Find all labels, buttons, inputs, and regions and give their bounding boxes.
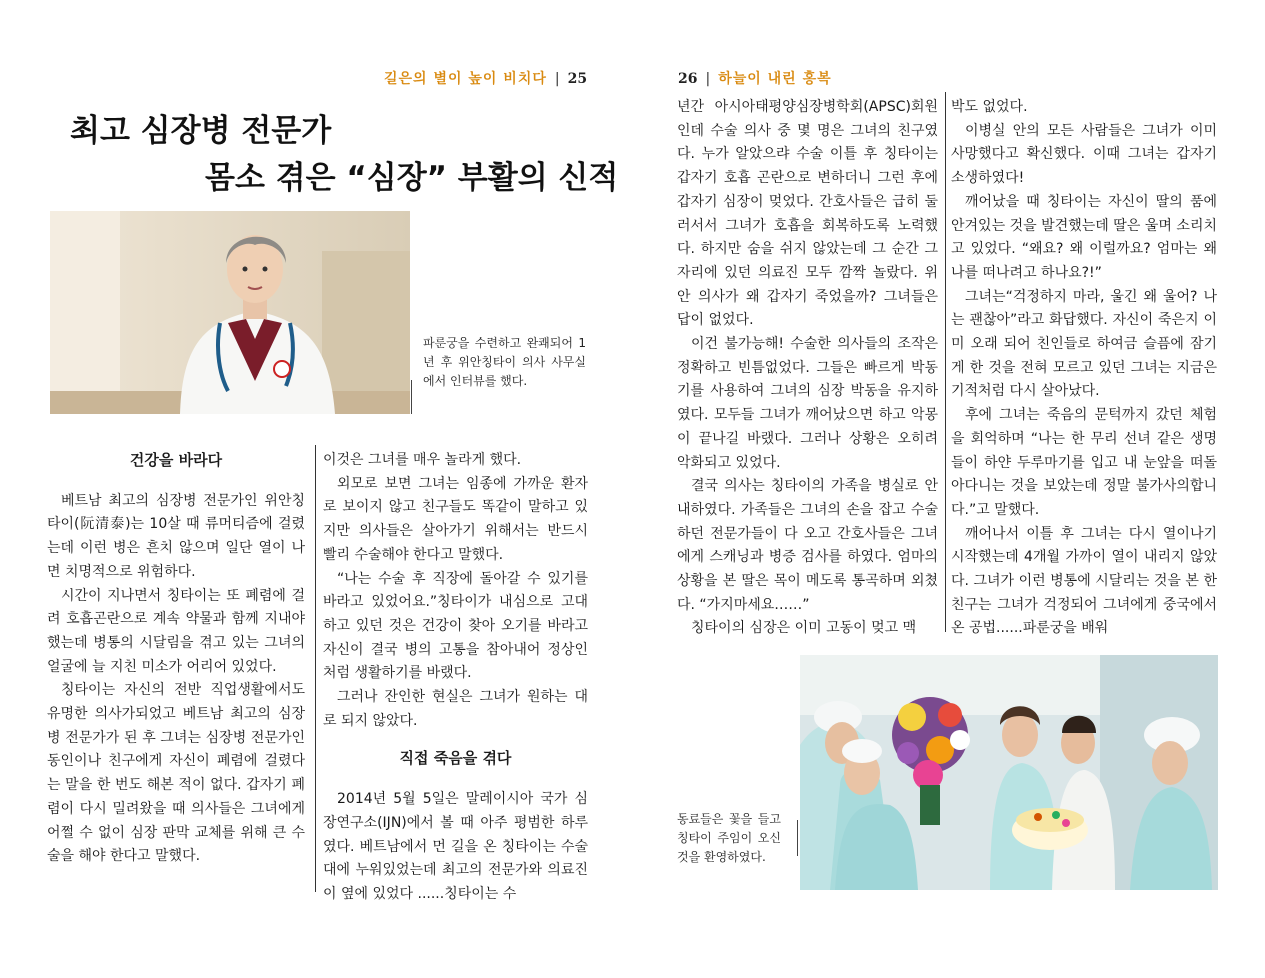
running-head-right xyxy=(678,68,832,88)
body-paragraph: 외모로 보면 그녀는 임종에 가까운 환자로 보이지 않고 친구들도 똑같이 말하고 있지만 의사들은 살아가기 위해서는 반드시 빨리 수술해야 한다고 말했다. xyxy=(323,475,588,563)
right-column-2 xyxy=(951,96,1217,641)
left-column-1 xyxy=(47,449,305,869)
body-paragraph: 깨어나서 이틀 후 그녀는 다시 열이나기 시작했는데 4개월 가까이 열이 내리지 않았다. 그녀가 이런 병통에 시달리는 것을 본 한 친구는 그녀가 걱정되어 그녀에게 중국에서 온 공법......파룬궁을 배워 xyxy=(951,525,1217,637)
doctor-portrait-illustration xyxy=(50,211,410,414)
body-paragraph: 그러나 잔인한 현실은 그녀가 원하는 대로 되지 않았다. xyxy=(323,689,588,729)
body-paragraph: “나는 수술 후 직장에 돌아갈 수 있기를 바라고 있었어요.”칭타이가 내심으로 고대하고 있던 것은 건강이 찾아 오기를 바라고 자신이 결국 병의 고통을 참아내어 정상인처럼 생활하기를 바랬다. xyxy=(323,570,588,682)
caption-pointer-rule xyxy=(797,820,798,856)
body-paragraph: 칭타이의 심장은 이미 고동이 멎고 맥 xyxy=(691,620,917,637)
headline-line-2: 몸소 겪은 “심장” 부활의 신적 xyxy=(205,160,619,196)
nurses-welcome-illustration xyxy=(800,655,1218,890)
body-paragraph: 시간이 지나면서 칭타이는 또 폐렴에 걸려 호흡곤란으로 계속 약물과 함께 지내야했는데 병통의 시달림을 겪고 있는 그녀의 얼굴에 늘 지친 미소가 어리어 있었다. xyxy=(47,587,305,675)
body-paragraph: 깨어났을 때 칭타이는 자신이 딸의 품에 안겨있는 것을 발견했는데 딸은 울며 소리치고 있었다. “왜요? 왜 이럴까요? 엄마는 왜 나를 떠나려고 하나요?!” xyxy=(951,193,1217,281)
column-divider xyxy=(315,445,316,892)
nurses-photo-caption: 동료들은 꽃을 들고 칭타이 주임이 오신 것을 환영하였다. xyxy=(677,812,781,864)
running-head-separator: | xyxy=(554,71,560,87)
body-paragraph: 베트남 최고의 심장병 전문가인 위안칭타이(阮清泰)는 10살 때 류머티즘에 걸렸는데 이런 병은 흔치 않으며 일단 열이 나면 치명적으로 위험하다. xyxy=(47,492,305,580)
body-paragraph: 이병실 안의 모든 사람들은 그녀가 이미 사망했다고 확신했다. 이때 그녀는 갑자기 소생하였다! xyxy=(951,122,1217,187)
running-head-separator: | xyxy=(705,71,711,87)
page-number: 26 xyxy=(678,71,698,87)
caption-pointer-rule xyxy=(411,380,412,414)
left-page xyxy=(0,0,632,978)
body-paragraph: 박도 없었다. xyxy=(951,99,1028,115)
doctor-photo-caption: 파룬궁을 수련하고 완쾌되어 1 년 후 위안칭타이 의사 사무실에서 인터뷰를 했다. xyxy=(423,336,586,388)
body-paragraph: 년간 아시아태평양심장병학회(APSC)회원인데 수술 의사 중 몇 명은 그녀의 친구였다. 누가 알았으랴 수술 이틀 후 칭타이는 갑자기 호흡 곤란으로 변하더니 그런 후에 갑자기 심장이 멎었다. 간호사들은 급히 둘러서서 그녀가 호흡을 회복하도록 노력했다. 하지만 숨을 쉬지 않았는데 그 순간 그 자리에 있던 의료진 모두 깜짝 놀랐다. 위안 의사가 왜 갑자기 죽었을까? 그녀들은 답이 없었다. xyxy=(677,99,938,329)
left-column-2 xyxy=(323,449,588,907)
page-number: 25 xyxy=(567,71,588,87)
section-heading-health: 건강을 바라다 xyxy=(129,451,223,469)
running-head-title: 하늘이 내린 홍복 xyxy=(718,71,832,87)
right-column-1 xyxy=(677,96,938,641)
section-heading-death: 직접 죽음을 겪다 xyxy=(399,749,512,768)
column-divider xyxy=(945,92,946,632)
doctor-portrait-photo xyxy=(50,211,410,414)
body-paragraph: 이것은 그녀를 매우 놀라게 했다. xyxy=(323,452,522,468)
body-paragraph: 2014년 5월 5일은 말레이시아 국가 심장연구소(IJN)에서 볼 때 아주 평범한 하루였다. 베트남에서 먼 길을 온 칭타이는 수술대에 누워있었는데 최고의 전문가와 의료진이 옆에 있었다 ......칭타이는 수 xyxy=(323,791,588,902)
nurses-welcome-photo xyxy=(800,655,1218,890)
running-head-title: 길은의 별이 높이 비치다 xyxy=(384,71,547,87)
running-head-left xyxy=(384,68,587,88)
body-paragraph: 후에 그녀는 죽음의 문턱까지 갔던 체험을 회억하며 “나는 한 무리 선녀 같은 생명들이 하얀 두루마기를 입고 내 눈앞을 떠돌아다니는 것을 보았는데 정말 불가사의합니다.”고 말했다. xyxy=(951,407,1217,518)
headline-line-1: 최고 심장병 전문가 xyxy=(70,113,332,149)
body-paragraph: 이건 불가능해! 수술한 의사들의 조작은 정확하고 빈틈없었다. 그들은 빠르게 박동기를 사용하여 그녀의 심장 박동을 유지하였다. 모두들 그녀가 깨어났으면 하고 악몽이 끝나길 바랬다. 그러나 상황은 오히려 악화되고 있었다. xyxy=(677,336,938,471)
body-paragraph: 결국 의사는 칭타이의 가족을 병실로 안내하였다. 가족들은 그녀의 손을 잡고 수술하던 전문가들이 다 오고 간호사들은 그녀에게 스캐닝과 병증 검사를 하였다. 엄마의 상황을 본 딸은 목이 메도록 통곡하며 외쳤다. “가지마세요……” xyxy=(677,478,938,613)
body-paragraph: 그녀는“걱정하지 마라, 울긴 왜 울어? 나는 괜찮아”라고 화답했다. 자신이 죽은지 이미 오래 되어 친인들로 하여금 슬픔에 잠기게 한 것을 전혀 모르고 있던 그녀는 지금은 기적처럼 다시 살아났다. xyxy=(951,288,1217,400)
body-paragraph: 칭타이는 자신의 전반 직업생활에서도 유명한 의사가되었고 베트남 최고의 심장병 전문가가 된 후 그녀는 심장병 전문가인 동인이나 친구에게 자신이 폐렴에 걸렸다는 말을 한 번도 해본 적이 없다. 갑자기 폐렴이 다시 밀려왔을 때 의사들은 그녀에게 어쩔 수 없이 심장 판막 교체를 위해 큰 수술을 해야 한다고 말했다. xyxy=(47,682,305,865)
